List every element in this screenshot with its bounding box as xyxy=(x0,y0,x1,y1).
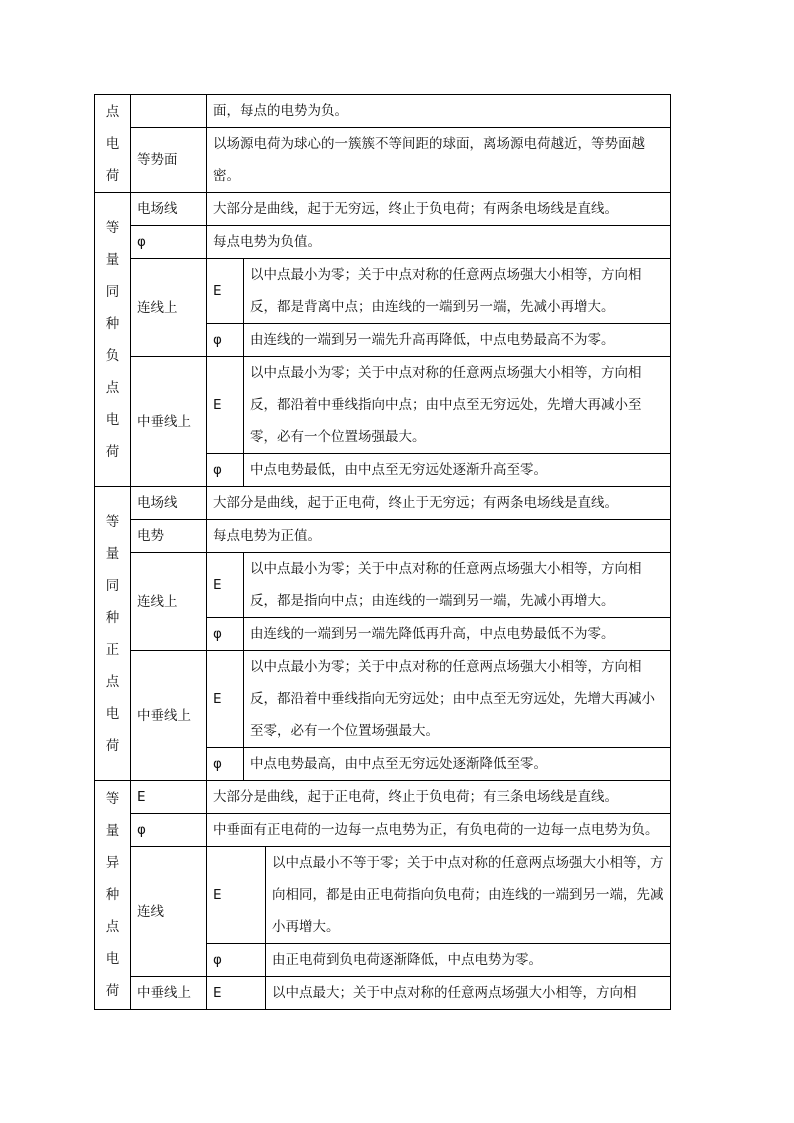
cell-text: 中点电势最低，由中点至无穷远处逐渐升高至零。 xyxy=(244,454,671,487)
cell-text: 每点电势为正值。 xyxy=(207,520,671,553)
cell-text: 以中点最小为零；关于中点对称的任意两点场强大小相等，方向相反，都是指向中点；由连线的一端到另一端，先减小再增大。 xyxy=(244,553,671,618)
table-row xyxy=(95,259,671,324)
electric-field-table xyxy=(94,94,671,1010)
row-label: 连线上 xyxy=(131,553,207,651)
row-label: 连线 xyxy=(131,847,207,977)
symbol-cell: E xyxy=(207,259,244,324)
table-row xyxy=(95,357,671,454)
cell-text: 大部分是曲线，起于正电荷，终止于无穷远；有两条电场线是直线。 xyxy=(207,487,671,520)
cell-text: 以场源电荷为球心的一簇簇不等间距的球面，离场源电荷越近，等势面越密。 xyxy=(207,128,671,193)
row-label: 中垂线上 xyxy=(131,651,207,781)
cell-text: 以中点最小为零；关于中点对称的任意两点场强大小相等，方向相反，都沿着中垂线指向中点；由中点至无穷远处，先增大再减小至零，必有一个位置场强最大。 xyxy=(244,357,671,454)
symbol-cell: φ xyxy=(207,748,244,781)
row-label: 等势面 xyxy=(131,128,207,193)
symbol-cell: φ xyxy=(207,618,244,651)
symbol-cell: E xyxy=(207,553,244,618)
row-label: φ xyxy=(131,226,207,259)
cell-text: 以中点最小为零；关于中点对称的任意两点场强大小相等，方向相反，都沿着中垂线指向无穷远处；由中点至无穷远处，先增大再减小至零，必有一个位置场强最大。 xyxy=(244,651,671,748)
symbol-cell: φ xyxy=(207,944,266,977)
cell-text: 以中点最大；关于中点对称的任意两点场强大小相等，方向相 xyxy=(266,977,671,1010)
group-label-point-charge: 点电荷 xyxy=(95,95,131,193)
row-label: 电场线 xyxy=(131,193,207,226)
cell-text: 中垂面有正电荷的一边每一点电势为正，有负电荷的一边每一点电势为负。 xyxy=(207,814,671,847)
table-row xyxy=(95,193,671,226)
cell-text: 中点电势最高，由中点至无穷远处逐渐降低至零。 xyxy=(244,748,671,781)
row-label: 中垂线上 xyxy=(131,977,207,1010)
row-label: 电势 xyxy=(131,520,207,553)
table-row xyxy=(95,651,671,748)
cell-text: 以中点最小为零；关于中点对称的任意两点场强大小相等，方向相反，都是背离中点；由连线的一端到另一端，先减小再增大。 xyxy=(244,259,671,324)
cell-text: 由连线的一端到另一端先降低再升高，中点电势最低不为零。 xyxy=(244,618,671,651)
row-label: E xyxy=(131,781,207,814)
row-label: 连线上 xyxy=(131,259,207,357)
cell-text: 大部分是曲线，起于无穷远，终止于负电荷；有两条电场线是直线。 xyxy=(207,193,671,226)
row-label: 中垂线上 xyxy=(131,357,207,487)
row-label: φ xyxy=(131,814,207,847)
table-row xyxy=(95,814,671,847)
group-label-opposite-pair: 等量异种点电荷 xyxy=(95,781,131,1010)
cell-text: 大部分是曲线，起于正电荷，终止于负电荷；有三条电场线是直线。 xyxy=(207,781,671,814)
symbol-cell: φ xyxy=(207,324,244,357)
symbol-cell: φ xyxy=(207,454,244,487)
table-row xyxy=(95,847,671,944)
table-row xyxy=(95,553,671,618)
table-row xyxy=(95,95,671,128)
cell-text: 每点电势为负值。 xyxy=(207,226,671,259)
symbol-cell: E xyxy=(207,977,266,1010)
table-row xyxy=(95,226,671,259)
cell-text: 由正电荷到负电荷逐渐降低，中点电势为零。 xyxy=(266,944,671,977)
group-label-negative-pair: 等量同种负点电荷 xyxy=(95,193,131,487)
group-label-positive-pair: 等量同种正点电荷 xyxy=(95,487,131,781)
table-row xyxy=(95,487,671,520)
table-row xyxy=(95,520,671,553)
cell-text: 面，每点的电势为负。 xyxy=(207,95,671,128)
symbol-cell: E xyxy=(207,651,244,748)
symbol-cell: E xyxy=(207,847,266,944)
cell-text: 以中点最小不等于零；关于中点对称的任意两点场强大小相等，方向相同，都是由正电荷指向负电荷；由连线的一端到另一端，先减小再增大。 xyxy=(266,847,671,944)
symbol-cell: E xyxy=(207,357,244,454)
row-label: 电场线 xyxy=(131,487,207,520)
table-row xyxy=(95,977,671,1010)
table-row xyxy=(95,128,671,193)
cell-text: 由连线的一端到另一端先升高再降低，中点电势最高不为零。 xyxy=(244,324,671,357)
empty-cell xyxy=(131,95,207,128)
table-row xyxy=(95,781,671,814)
